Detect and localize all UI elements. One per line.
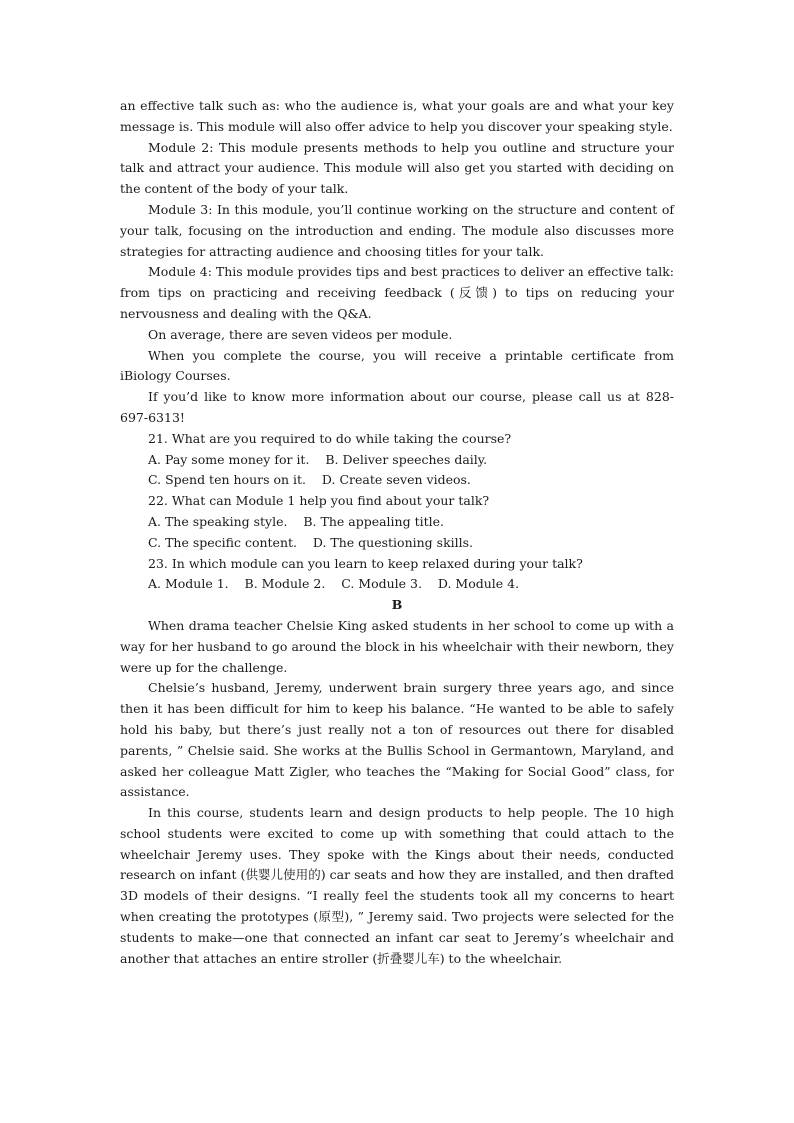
- question-22-options-cd: C. The specific content. D. The questioning skills.: [148, 534, 474, 550]
- paragraph-certificate: When you complete the course, you will receive a printable certificate from iBiology Courses.: [120, 347, 674, 384]
- paragraph-b-1: When drama teacher Chelsie King asked students in her school to come up with a way for her husband to go around the block in his wheelchair with their newborn, they were up for the challenge.: [120, 617, 674, 675]
- question-23: 23. In which module can you learn to keep relaxed during your talk?: [148, 555, 583, 571]
- paragraph-module-1-continued: an effective talk such as: who the audience is, what your goals are and what your key message is. This module will also offer advice to help you discover your speaking style.: [120, 98, 674, 134]
- paragraph-b-2: Chelsie’s husband, Jeremy, underwent brain surgery three years ago, and since then it has been difficult for him to keep his balance. “He wanted to be able to safely hold his baby, but there’s just really not a ton of resources out there for disabled parents, ” Chelsie said. She works at the Bullis School in Germantown, Maryland, and asked her colleague Matt Zigler, who teaches the “Making for Social Good” class, for assistance.: [120, 680, 674, 800]
- paragraph-b-3: In this course, students learn and design products to help people. The 10 high school students were excited to come up with something that could attach to the wheelchair Jeremy uses. They spoke with the Kings about their needs, conducted research on infant (供婴儿使用的) car seats and how they are installed, and then drafted 3D models of their designs. “I really feel the students took all my concerns to heart when creating the prototypes (原型), ” Jeremy said. Two projects were selected for the students to make—one that connected an infant car seat to Jeremy’s wheelchair and another that attaches an entire stroller (折叠婴儿车) to the wheelchair.: [120, 805, 674, 966]
- question-21: 21. What are you required to do while taking the course?: [148, 430, 512, 446]
- question-21-options-cd: C. Spend ten hours on it. D. Create seven videos.: [148, 472, 471, 488]
- paragraph-module-4: Module 4: This module provides tips and best practices to deliver an effective talk: from tips on practicing and receiving feedback (反馈) to tips on reducing your nervousness and dealing with the Q&A.: [120, 264, 674, 321]
- document-page: [120, 96, 674, 969]
- paragraph-module-3: Module 3: In this module, you’ll continue working on the structure and content of your talk, focusing on the introduction and ending. The module also discusses more strategies for attracting audience and choosing titles for your talk.: [120, 201, 674, 259]
- paragraph-module-2: Module 2: This module presents methods to help you outline and structure your talk and attract your audience. This module will also get you started with deciding on the content of the body of your talk.: [120, 139, 674, 197]
- paragraph-contact: If you’d like to know more information about our course, please call us at 828-697-6313!: [120, 389, 674, 425]
- section-heading-b: B: [391, 597, 403, 613]
- question-22: 22. What can Module 1 help you find about your talk?: [148, 493, 490, 509]
- question-21-options-ab: A. Pay some money for it. B. Deliver speeches daily.: [148, 451, 488, 467]
- question-23-options: A. Module 1. B. Module 2. C. Module 3. D. Module 4.: [148, 576, 520, 592]
- question-22-options-ab: A. The speaking style. B. The appealing title.: [148, 513, 444, 529]
- paragraph-videos-per-module: On average, there are seven videos per module.: [148, 326, 453, 342]
